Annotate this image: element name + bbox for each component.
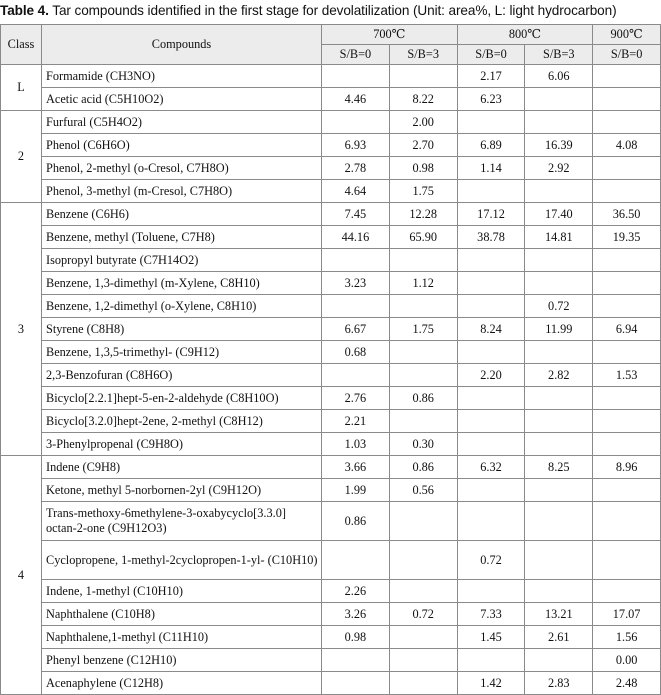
table-row <box>1 433 661 456</box>
value-cell: 16.39 <box>525 134 593 157</box>
value-cell: 6.06 <box>525 65 593 88</box>
table-row <box>1 502 661 541</box>
compound-name: Indene (C9H8) <box>42 456 322 479</box>
value-cell <box>457 649 525 672</box>
value-cell: 6.32 <box>457 456 525 479</box>
value-cell <box>389 626 457 649</box>
compound-name: Acenaphylene (C12H8) <box>42 672 322 695</box>
compound-name: Naphthalene,1-methyl (C11H10) <box>42 626 322 649</box>
header-sb: S/B=3 <box>525 45 593 65</box>
value-cell <box>389 580 457 603</box>
value-cell: 1.75 <box>389 180 457 203</box>
value-cell <box>389 364 457 387</box>
value-cell: 6.23 <box>457 88 525 111</box>
compound-name: Cyclopropene, 1-methyl-2cyclopropen-1-yl- (C10H10) <box>42 541 322 580</box>
value-cell <box>525 88 593 111</box>
value-cell <box>593 157 661 180</box>
table-row <box>1 479 661 502</box>
value-cell <box>389 502 457 541</box>
compound-name: Benzene, 1,3-dimethyl (m-Xylene, C8H10) <box>42 272 322 295</box>
value-cell <box>593 341 661 364</box>
compound-name: Benzene, 1,2-dimethyl (o-Xylene, C8H10) <box>42 295 322 318</box>
value-cell <box>322 649 390 672</box>
value-cell: 6.94 <box>593 318 661 341</box>
value-cell: 2.61 <box>525 626 593 649</box>
value-cell: 17.07 <box>593 603 661 626</box>
compound-name: Bicyclo[2.2.1]hept-5-en-2-aldehyde (C8H10O) <box>42 387 322 410</box>
value-cell: 1.45 <box>457 626 525 649</box>
compound-name: 3-Phenylpropenal (C9H8O) <box>42 433 322 456</box>
compound-name: Ketone, methyl 5-norbornen-2yl (C9H12O) <box>42 479 322 502</box>
value-cell <box>457 580 525 603</box>
value-cell <box>593 433 661 456</box>
value-cell: 0.86 <box>389 456 457 479</box>
compound-name: Phenol, 2-methyl (o-Cresol, C7H8O) <box>42 157 322 180</box>
compound-name: Acetic acid (C5H10O2) <box>42 88 322 111</box>
value-cell: 7.33 <box>457 603 525 626</box>
table-header <box>1 25 661 65</box>
value-cell <box>322 111 390 134</box>
header-sb: S/B=0 <box>322 45 390 65</box>
compound-name: Phenyl benzene (C12H10) <box>42 649 322 672</box>
table-row <box>1 249 661 272</box>
value-cell: 36.50 <box>593 203 661 226</box>
value-cell <box>593 88 661 111</box>
table-row <box>1 626 661 649</box>
compound-name: Benzene, methyl (Toluene, C7H8) <box>42 226 322 249</box>
table-row <box>1 134 661 157</box>
value-cell: 1.53 <box>593 364 661 387</box>
value-cell <box>322 364 390 387</box>
value-cell <box>525 502 593 541</box>
value-cell: 2.21 <box>322 410 390 433</box>
compound-name: Phenol, 3-methyl (m-Cresol, C7H8O) <box>42 180 322 203</box>
value-cell: 0.98 <box>322 626 390 649</box>
value-cell: 2.76 <box>322 387 390 410</box>
table-row <box>1 272 661 295</box>
class-cell: 4 <box>1 456 42 695</box>
value-cell: 3.66 <box>322 456 390 479</box>
compound-name: Formamide (CH3NO) <box>42 65 322 88</box>
value-cell <box>525 111 593 134</box>
value-cell <box>457 479 525 502</box>
value-cell: 6.93 <box>322 134 390 157</box>
value-cell: 2.83 <box>525 672 593 695</box>
compound-name: Furfural (C5H4O2) <box>42 111 322 134</box>
value-cell: 4.46 <box>322 88 390 111</box>
value-cell <box>593 111 661 134</box>
class-cell: L <box>1 65 42 111</box>
value-cell: 0.86 <box>322 502 390 541</box>
value-cell <box>457 295 525 318</box>
value-cell: 8.96 <box>593 456 661 479</box>
value-cell <box>593 272 661 295</box>
table-row <box>1 387 661 410</box>
value-cell <box>457 502 525 541</box>
value-cell: 6.67 <box>322 318 390 341</box>
value-cell: 38.78 <box>457 226 525 249</box>
caption-text: Tar compounds identified in the first stage for devolatilization (Unit: area%, L: light hydrocarbon) <box>48 3 617 18</box>
value-cell <box>593 249 661 272</box>
header-temp-900: 900℃ <box>593 25 661 45</box>
value-cell <box>322 295 390 318</box>
table-row <box>1 456 661 479</box>
value-cell: 65.90 <box>389 226 457 249</box>
value-cell: 2.92 <box>525 157 593 180</box>
value-cell: 0.86 <box>389 387 457 410</box>
table-row <box>1 580 661 603</box>
value-cell <box>525 580 593 603</box>
compound-name: Indene, 1-methyl (C10H10) <box>42 580 322 603</box>
compound-name: 2,3-Benzofuran (C8H6O) <box>42 364 322 387</box>
value-cell <box>593 65 661 88</box>
caption-label: Table 4. <box>0 3 49 18</box>
value-cell <box>389 341 457 364</box>
value-cell <box>593 479 661 502</box>
value-cell <box>389 541 457 580</box>
value-cell: 0.56 <box>389 479 457 502</box>
header-temp-800: 800℃ <box>457 25 593 45</box>
value-cell: 0.72 <box>389 603 457 626</box>
value-cell: 2.82 <box>525 364 593 387</box>
table-row <box>1 410 661 433</box>
value-cell <box>593 502 661 541</box>
header-sb: S/B=3 <box>389 45 457 65</box>
table-body <box>1 65 661 695</box>
compound-name: Isopropyl butyrate (C7H14O2) <box>42 249 322 272</box>
value-cell <box>525 410 593 433</box>
value-cell: 3.23 <box>322 272 390 295</box>
value-cell <box>457 410 525 433</box>
value-cell: 2.48 <box>593 672 661 695</box>
header-sb: S/B=0 <box>593 45 661 65</box>
value-cell: 4.08 <box>593 134 661 157</box>
value-cell <box>525 180 593 203</box>
table-row <box>1 157 661 180</box>
value-cell <box>525 479 593 502</box>
value-cell <box>457 249 525 272</box>
value-cell: 14.81 <box>525 226 593 249</box>
value-cell <box>525 387 593 410</box>
table-row <box>1 180 661 203</box>
value-cell <box>389 65 457 88</box>
value-cell <box>457 180 525 203</box>
value-cell <box>593 580 661 603</box>
table-container <box>0 24 643 690</box>
value-cell <box>457 341 525 364</box>
table-row <box>1 295 661 318</box>
value-cell: 1.42 <box>457 672 525 695</box>
table-row <box>1 226 661 249</box>
value-cell: 19.35 <box>593 226 661 249</box>
table-row <box>1 672 661 695</box>
value-cell <box>525 649 593 672</box>
value-cell <box>457 111 525 134</box>
value-cell: 8.22 <box>389 88 457 111</box>
table-row <box>1 603 661 626</box>
value-cell: 2.17 <box>457 65 525 88</box>
value-cell: 2.70 <box>389 134 457 157</box>
value-cell <box>525 272 593 295</box>
value-cell: 1.14 <box>457 157 525 180</box>
table-row <box>1 88 661 111</box>
table-row <box>1 65 661 88</box>
value-cell <box>322 541 390 580</box>
value-cell: 4.64 <box>322 180 390 203</box>
table-caption <box>0 0 623 22</box>
compound-name: Phenol (C6H6O) <box>42 134 322 157</box>
value-cell <box>525 433 593 456</box>
compound-name: Benzene (C6H6) <box>42 203 322 226</box>
value-cell: 0.72 <box>457 541 525 580</box>
compound-name: Bicyclo[3.2.0]hept-2ene, 2-methyl (C8H12) <box>42 410 322 433</box>
value-cell <box>389 249 457 272</box>
value-cell: 8.24 <box>457 318 525 341</box>
value-cell: 11.99 <box>525 318 593 341</box>
class-cell: 2 <box>1 111 42 203</box>
value-cell: 3.26 <box>322 603 390 626</box>
value-cell: 2.26 <box>322 580 390 603</box>
table-row <box>1 649 661 672</box>
value-cell <box>457 433 525 456</box>
table-row <box>1 341 661 364</box>
value-cell <box>389 672 457 695</box>
header-class: Class <box>1 25 42 65</box>
value-cell: 0.98 <box>389 157 457 180</box>
value-cell: 6.89 <box>457 134 525 157</box>
value-cell: 1.75 <box>389 318 457 341</box>
value-cell <box>457 272 525 295</box>
compound-name: Trans-methoxy-6methylene-3-oxabycyclo[3.3.0] octan-2-one (C9H12O3) <box>42 502 322 541</box>
compound-name: Naphthalene (C10H8) <box>42 603 322 626</box>
compound-name: Styrene (C8H8) <box>42 318 322 341</box>
header-compounds: Compounds <box>42 25 322 65</box>
table-row <box>1 364 661 387</box>
value-cell <box>389 295 457 318</box>
value-cell <box>389 649 457 672</box>
value-cell: 1.99 <box>322 479 390 502</box>
value-cell: 17.12 <box>457 203 525 226</box>
value-cell <box>525 249 593 272</box>
value-cell: 12.28 <box>389 203 457 226</box>
value-cell: 2.78 <box>322 157 390 180</box>
value-cell: 7.45 <box>322 203 390 226</box>
tar-compounds-table <box>0 24 661 695</box>
value-cell <box>389 410 457 433</box>
value-cell: 44.16 <box>322 226 390 249</box>
value-cell <box>322 672 390 695</box>
value-cell: 0.68 <box>322 341 390 364</box>
value-cell: 2.20 <box>457 364 525 387</box>
value-cell: 0.30 <box>389 433 457 456</box>
value-cell: 8.25 <box>525 456 593 479</box>
value-cell: 0.00 <box>593 649 661 672</box>
value-cell <box>593 410 661 433</box>
value-cell <box>322 249 390 272</box>
value-cell <box>593 180 661 203</box>
value-cell: 1.03 <box>322 433 390 456</box>
value-cell <box>457 387 525 410</box>
value-cell <box>322 65 390 88</box>
value-cell <box>593 387 661 410</box>
value-cell <box>593 541 661 580</box>
value-cell <box>525 541 593 580</box>
value-cell <box>525 341 593 364</box>
value-cell <box>593 295 661 318</box>
value-cell: 1.56 <box>593 626 661 649</box>
table-row <box>1 541 661 580</box>
value-cell: 17.40 <box>525 203 593 226</box>
compound-name: Benzene, 1,3,5-trimethyl- (C9H12) <box>42 341 322 364</box>
table-row <box>1 111 661 134</box>
value-cell: 0.72 <box>525 295 593 318</box>
table-row <box>1 318 661 341</box>
value-cell: 2.00 <box>389 111 457 134</box>
header-temp-700: 700℃ <box>322 25 458 45</box>
header-sb: S/B=0 <box>457 45 525 65</box>
value-cell: 13.21 <box>525 603 593 626</box>
value-cell: 1.12 <box>389 272 457 295</box>
table-row <box>1 203 661 226</box>
class-cell: 3 <box>1 203 42 456</box>
